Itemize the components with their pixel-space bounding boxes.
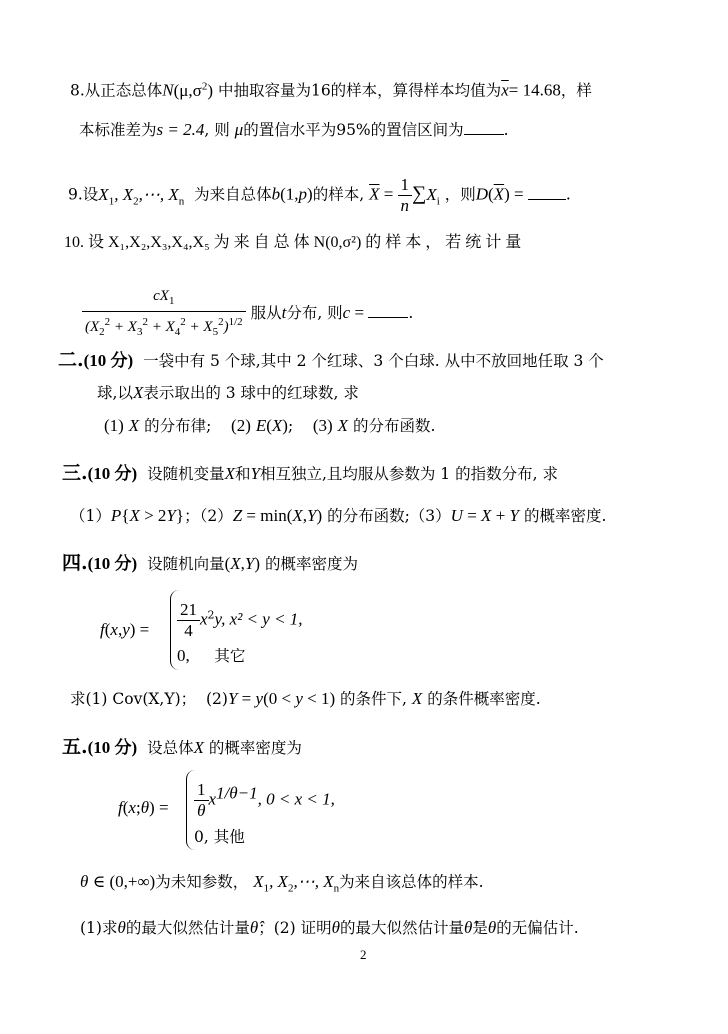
q10-line2: $\frac{cX_1}{(X_2^2 + X_3^2 + X_4^2 + X_5^2)^{1/2}}$ 服从t分布, 则c = .	[82, 286, 413, 342]
q9-line: 9.设$X_1$, $X_2,\cdots$, $X_n$ 为来自总体b(1,p)的样本, $\overline{X}$ = $\frac{1}{n}$ $\sum X_i$ ，则$D(\overline{X})$ = .	[68, 175, 571, 215]
pdf-f-xy-label: f(x,y) =	[100, 620, 150, 639]
q8-line1: 8.从正态总体$N(\mu,\sigma^2)$ 中抽取容量为16的样本，算得样本均值为$\overline{x}= 14.68$，样	[70, 80, 592, 100]
section-5-heading: 五.(10 分) 设总体X 的概率密度为	[62, 736, 302, 758]
case-2: 0, 其他	[194, 828, 245, 846]
case-1: $\frac{21}{4}$ $x^2y$, x² < y < 1,	[177, 600, 303, 641]
fraction-1-over-n: $\frac{1}{n}$	[398, 175, 413, 216]
case-1: $\frac{1}{\theta}$ $x^{1/\theta-1}$, 0 < x < 1,	[194, 780, 335, 821]
section-5-line3: (1)求θ的最大似然估计量θ̂；(2) 证明θ的最大似然估计量θ̂是θ的无偏估计.	[80, 918, 579, 937]
q10-line1: 10. 设 X₁,X₂,X₃,X₄,X₅ 为 来 自 总 体 N(0,σ²) 的 样 本 ， 若 统 计 量	[64, 234, 522, 251]
section-2-heading: 二.(10 分) 一袋中有 5 个球,其中 2 个红球、3 个白球. 从中不放回地任取 3 个	[58, 349, 604, 371]
answer-blank[interactable]	[464, 120, 504, 135]
answer-blank[interactable]	[368, 303, 408, 318]
section-2-parts: (1) X 的分布律; (2) E(X); (3) X 的分布函数.	[104, 416, 436, 435]
section-4-ask: 求(1) Cov(X,Y)； (2)Y = y(0 < y < 1) 的条件下, X 的条件概率密度.	[70, 689, 541, 708]
answer-blank[interactable]	[528, 185, 566, 200]
q8-line2: 本标准差为s = 2.4, 则 μ的置信水平为95%的置信区间为 .	[79, 120, 509, 139]
section-3-parts: （1）P{X > 2Y}；（2）Z = min(X,Y) 的分布函数;（3）U = X + Y 的概率密度.	[70, 506, 607, 525]
section-3-heading: 三.(10 分) 设随机变量X和Y相互独立,且均服从参数为 1 的指数分布, 求	[62, 462, 558, 484]
pdf-f-theta-label: f(x;θ) =	[118, 798, 169, 817]
section-2-line2: 球,以X表示取出的 3 球中的红球数, 求	[97, 383, 359, 402]
page-number: 2	[360, 947, 367, 962]
case-2: 0, 其它	[177, 646, 246, 665]
section-5-line2: θ ∈ (0,+∞)为未知参数， $X_1$, $X_2,\cdots$, $X_n$为来自该总体的样本.	[80, 872, 484, 895]
summation-symbol: ∑	[412, 182, 427, 205]
statistic-fraction: $\frac{cX_1}{(X_2^2 + X_3^2 + X_4^2 + X_5^2)^{1/2}}$	[82, 286, 246, 342]
normal-dist-formula: N	[162, 80, 174, 100]
section-4-heading: 四.(10 分) 设随机向量(X,Y) 的概率密度为	[62, 552, 358, 574]
